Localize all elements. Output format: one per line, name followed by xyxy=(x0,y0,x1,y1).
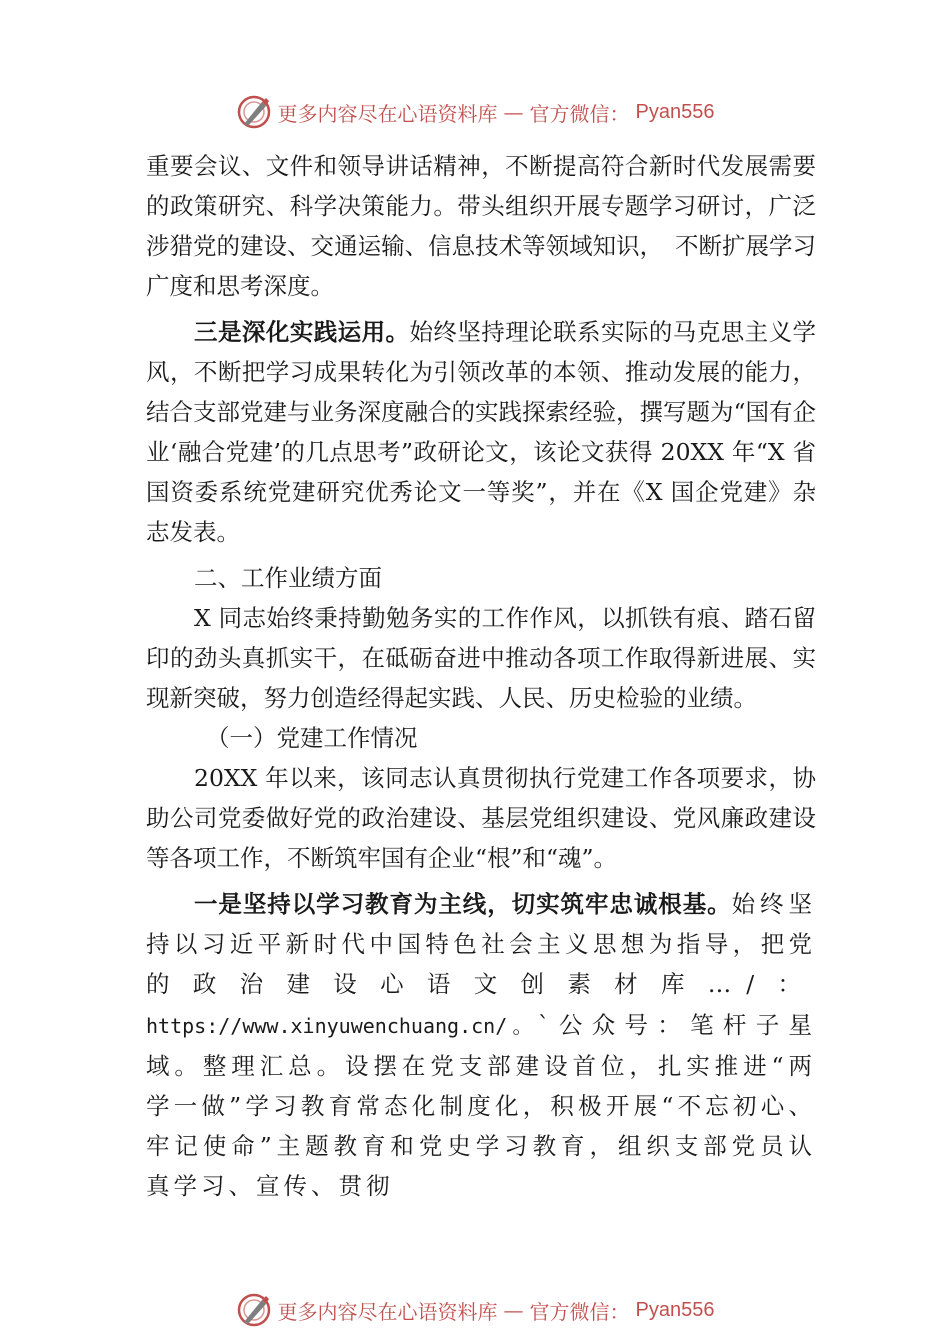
footer-library-text: 更多内容尽在心语资料库 xyxy=(277,1299,498,1324)
paragraph-5 xyxy=(146,884,816,1206)
header-separator: — xyxy=(503,100,524,124)
document-body xyxy=(146,146,816,1206)
paragraph-5-text-c: `公众号：笔杆子星域。整理汇总。设摆在党支部建设首位，扎实推进“两学一做”学习教育常态化制度化，积极开展“不忘初心、牢记使命”主题教育和党史学习教育，组织支部党员认真学习、宣传、贯彻 xyxy=(146,1011,817,1200)
subsection-heading-1: （一）党建工作情况 xyxy=(206,724,418,752)
footer-banner xyxy=(0,1290,950,1330)
header-wechat-id: Pyan556 xyxy=(635,100,715,123)
paragraph-2 xyxy=(146,312,816,552)
pen-logo-icon xyxy=(236,1292,272,1328)
paragraph-1: 重要会议、文件和领导讲话精神，不断提高符合新时代发展需要的政策研究、科学决策能力。带头组织开展专题学习研讨，广泛涉猎党的建设、交通运输、信息技术等领域知识， 不断扩展学习广度和思考深度。 xyxy=(146,152,816,300)
paragraph-5-text-b: 的政治建设心语文创素材库…/： xyxy=(146,970,816,998)
paragraph-5-url: https://www.xinyuwenchuang.cn/。 xyxy=(146,1014,538,1038)
paragraph-5-lead: 一是坚持以学习教育为主线，切实筑牢忠诚根基。 xyxy=(194,890,732,918)
header-wechat-label: 官方微信： xyxy=(529,101,630,126)
section-heading-2: 二、工作业绩方面 xyxy=(194,564,382,592)
header-banner xyxy=(0,92,950,132)
paragraph-2-text: 始终坚持理论联系实际的马克思主义学风，不断把学习成果转化为引领改革的本领、推动发展的能力，结合支部党建与业务深度融合的实践探索经验，撰写题为“国有企业‘融合党建’的几点思考”政研论文，该论文获得 20XX 年“X 省国资委系统党建研究优秀论文一等奖”，并在《X 国企党建》杂志发表。 xyxy=(146,318,817,546)
footer-wechat-label: 官方微信： xyxy=(529,1299,630,1324)
paragraph-5-text-a: 始终坚持以习近平新时代中国特色社会主义思想为指导，把党 xyxy=(146,890,816,958)
pen-logo-icon xyxy=(236,94,272,130)
paragraph-4: 20XX 年以来，该同志认真贯彻执行党建工作各项要求，协助公司党委做好党的政治建设、基层党组织建设、党风廉政建设等各项工作，不断筑牢国有企业“根”和“魂”。 xyxy=(146,764,816,872)
header-library-text: 更多内容尽在心语资料库 xyxy=(277,101,498,126)
footer-wechat-id: Pyan556 xyxy=(635,1298,715,1321)
footer-separator: — xyxy=(503,1298,524,1322)
paragraph-2-lead: 三是深化实践运用。 xyxy=(194,318,410,346)
paragraph-3: X 同志始终秉持勤勉务实的工作作风，以抓铁有痕、踏石留印的劲头真抓实干，在砥砺奋进中推动各项工作取得新进展、实现新突破，努力创造经得起实践、人民、历史检验的业绩。 xyxy=(146,604,816,712)
